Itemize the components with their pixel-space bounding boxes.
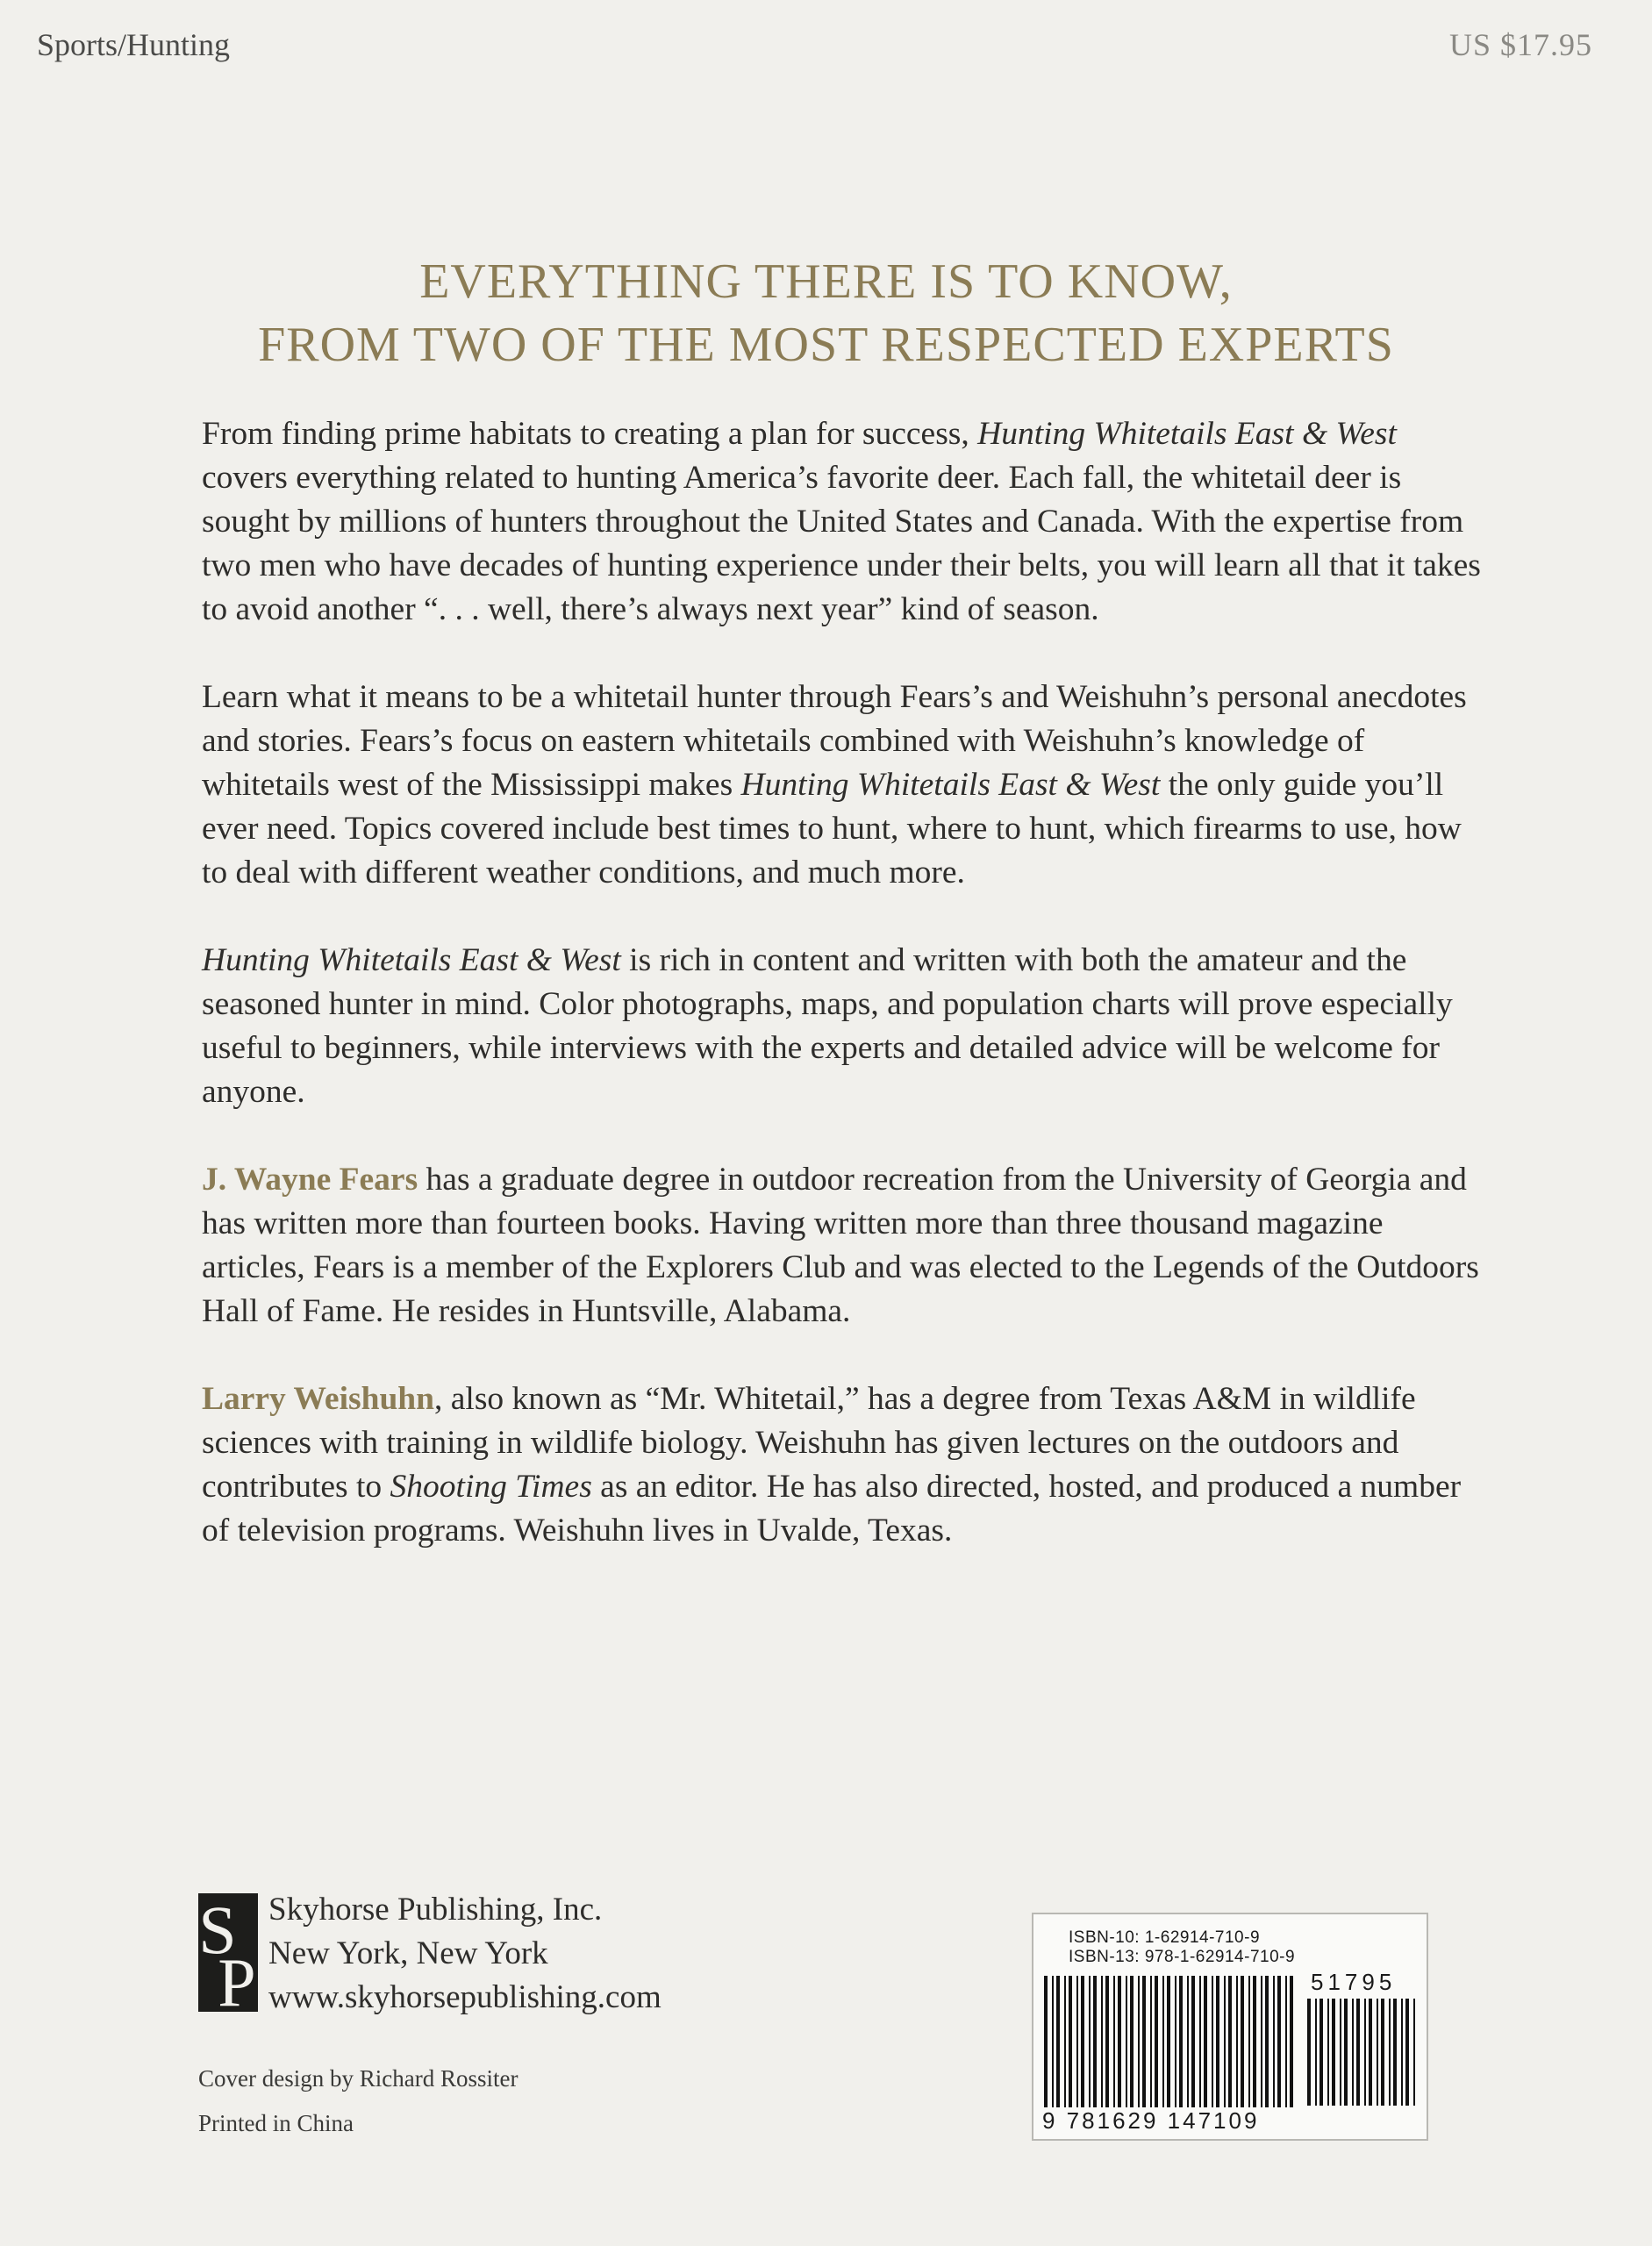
paragraph-text: Learn what it means to be a whitetail hunter through Fears’s and Weishuhn’s personal anecdotes and stories. Fears’s focus on eastern whitetails combined with Weishuhn’s knowledge of whitetails west of the Mississippi makes xyxy=(202,679,1467,803)
barcode-bar xyxy=(1241,1976,1244,2107)
book-title-italic: Hunting Whitetails East & West xyxy=(202,942,621,978)
paragraph-text: has a graduate degree in outdoor recreation from the University of Georgia and has written more than fourteen books. Having written more than three thousand magazine articles, Fears is a member of the Explorers Club and was elected to the Legends of the Outdoors Hall of Fame. He resides in Huntsville, Alabama. xyxy=(202,1162,1479,1329)
barcode-bar xyxy=(1162,1976,1164,2107)
paragraph-intro xyxy=(202,412,1483,632)
barcode-bar xyxy=(1319,1999,1323,2106)
cover-design-credit: Cover design by Richard Rossiter xyxy=(198,2065,518,2092)
isbn-13: ISBN-13: 978-1-62914-710-9 xyxy=(1069,1948,1296,1966)
barcode-bar xyxy=(1352,1999,1354,2106)
book-title-italic: Hunting Whitetails East & West xyxy=(740,767,1161,803)
barcode-bar xyxy=(1130,1976,1134,2107)
barcode-bar xyxy=(1364,1999,1366,2106)
barcode-bar xyxy=(1389,1999,1391,2106)
barcode-bar xyxy=(1126,1976,1127,2107)
barcode-bar xyxy=(1216,1976,1219,2107)
barcode-bar xyxy=(1315,1999,1317,2106)
barcode-bar xyxy=(1081,1976,1084,2107)
barcode-bar xyxy=(1273,1976,1275,2107)
barcode-bar xyxy=(1052,1976,1054,2107)
barcode-bar xyxy=(1187,1976,1189,2107)
barcode-bar xyxy=(1327,1999,1329,2106)
barcode-bar xyxy=(1118,1976,1121,2107)
barcode-bar xyxy=(1212,1976,1213,2107)
paragraph-text: covers everything related to hunting America’s favorite deer. Each fall, the whitetail deer is sought by millions of hunters throughout the United States and Canada. With the expertise from two men who have decades of hunting experience under their belts, you will learn all that it takes to avoid another “. . . well, there’s always next year” kind of season. xyxy=(202,460,1481,627)
barcode-bar xyxy=(1236,1976,1238,2107)
barcode-bar xyxy=(1285,1976,1287,2107)
barcode-bar xyxy=(1393,1999,1397,2106)
price-label: US $17.95 xyxy=(1448,27,1592,62)
barcode-bar xyxy=(1332,1999,1335,2106)
barcode-bar xyxy=(1248,1976,1250,2107)
barcode-bar xyxy=(1265,1976,1269,2107)
publisher-logo xyxy=(198,1893,258,2012)
barcode-bar xyxy=(1138,1976,1140,2107)
publisher-info xyxy=(268,1888,795,2020)
barcode-bar xyxy=(1204,1976,1207,2107)
magazine-title-italic: Shooting Times xyxy=(390,1469,592,1505)
barcode-bar xyxy=(1064,1976,1066,2107)
barcode-bar xyxy=(1290,1976,1293,2107)
barcode-bar xyxy=(1344,1999,1348,2106)
barcode-bar xyxy=(1101,1976,1103,2107)
barcode-bar xyxy=(1089,1976,1091,2107)
barcode-bar xyxy=(1381,1999,1384,2106)
barcode-panel xyxy=(1032,1913,1428,2141)
barcode-bar xyxy=(1377,1999,1378,2106)
barcode-digits: 9 781629 147109 xyxy=(1042,2107,1260,2134)
barcode-bar xyxy=(1228,1976,1232,2107)
isbn-10: ISBN-10: 1-62914-710-9 xyxy=(1069,1928,1261,1947)
svg-text:S: S xyxy=(198,1893,237,1968)
barcode-bar xyxy=(1044,1976,1048,2107)
author-bio-fears xyxy=(202,1158,1483,1334)
paragraph-text: is rich in content and written with both the amateur and the seasoned hunter in mind. Color photographs, maps, and population charts will prove especially useful to beginners, while interviews with the experts and detailed advice will be welcome for anyone. xyxy=(202,942,1453,1110)
publisher-website: www.skyhorsepublishing.com xyxy=(268,1979,662,2015)
barcode-bar xyxy=(1224,1976,1226,2107)
svg-text:P: P xyxy=(218,1944,256,2012)
barcode-bar xyxy=(1056,1976,1060,2107)
barcode-bar xyxy=(1369,1999,1372,2106)
headline-line-2: FROM TWO OF THE MOST RESPECTED EXPERTS xyxy=(258,318,1394,372)
paragraph-topics xyxy=(202,676,1483,895)
barcode-bar xyxy=(1142,1976,1146,2107)
paragraph-text: From finding prime habitats to creating a plan for success, xyxy=(202,416,978,452)
barcode-bar xyxy=(1261,1976,1262,2107)
price-addon-digits: 51795 xyxy=(1311,1969,1397,1995)
barcode-bar xyxy=(1069,1976,1072,2107)
publisher-logo-mark xyxy=(198,1893,258,2012)
barcode-bar xyxy=(1340,1999,1341,2106)
addon-barcode-bars xyxy=(1307,1999,1420,2106)
barcode-bar xyxy=(1277,1976,1281,2107)
headline-line-1: EVERYTHING THERE IS TO KNOW, xyxy=(419,254,1233,309)
barcode-bars xyxy=(1044,1976,1298,2107)
author-bio-weishuhn xyxy=(202,1377,1483,1553)
barcode-bar xyxy=(1155,1976,1158,2107)
publisher-name: Skyhorse Publishing, Inc. xyxy=(268,1892,603,1928)
publisher-location: New York, New York xyxy=(268,1935,548,1971)
author-name: J. Wayne Fears xyxy=(202,1162,418,1198)
barcode-bar xyxy=(1150,1976,1152,2107)
paragraph-text: as an editor. He has also directed, hosted, and produced a number of television programs. Weishuhn lives in Uvalde, Texas. xyxy=(202,1469,1462,1549)
headline xyxy=(105,250,1547,376)
barcode-bar xyxy=(1401,1999,1403,2106)
barcode-bar xyxy=(1405,1999,1409,2106)
barcode-bar xyxy=(1253,1976,1256,2107)
description-body xyxy=(202,412,1483,1597)
barcode-bar xyxy=(1191,1976,1195,2107)
barcode-bar xyxy=(1199,1976,1201,2107)
barcode-bar xyxy=(1093,1976,1097,2107)
paragraph-text: the only guide you’ll ever need. Topics covered include best times to hunt, where to hunt, which firearms to use, how to deal with different weather conditions, and much more. xyxy=(202,767,1462,891)
barcode-bar xyxy=(1307,1999,1311,2106)
paragraph-audience xyxy=(202,939,1483,1114)
printed-in-label: Printed in China xyxy=(198,2110,354,2136)
author-name: Larry Weishuhn xyxy=(202,1381,435,1417)
category-label: Sports/Hunting xyxy=(37,27,231,62)
barcode-bar xyxy=(1113,1976,1115,2107)
barcode-bar xyxy=(1356,1999,1360,2106)
barcode-bar xyxy=(1175,1976,1176,2107)
paragraph-text: , also known as “Mr. Whitetail,” has a degree from Texas A&M in wildlife sciences with training in wildlife biology. Weishuhn has given lectures on the outdoors and contributes to xyxy=(202,1381,1416,1505)
book-title-italic: Hunting Whitetails East & West xyxy=(977,416,1397,452)
barcode-bar xyxy=(1413,1999,1415,2106)
barcode-bar xyxy=(1179,1976,1183,2107)
barcode-bar xyxy=(1167,1976,1170,2107)
barcode-bar xyxy=(1105,1976,1109,2107)
barcode-bar xyxy=(1076,1976,1078,2107)
